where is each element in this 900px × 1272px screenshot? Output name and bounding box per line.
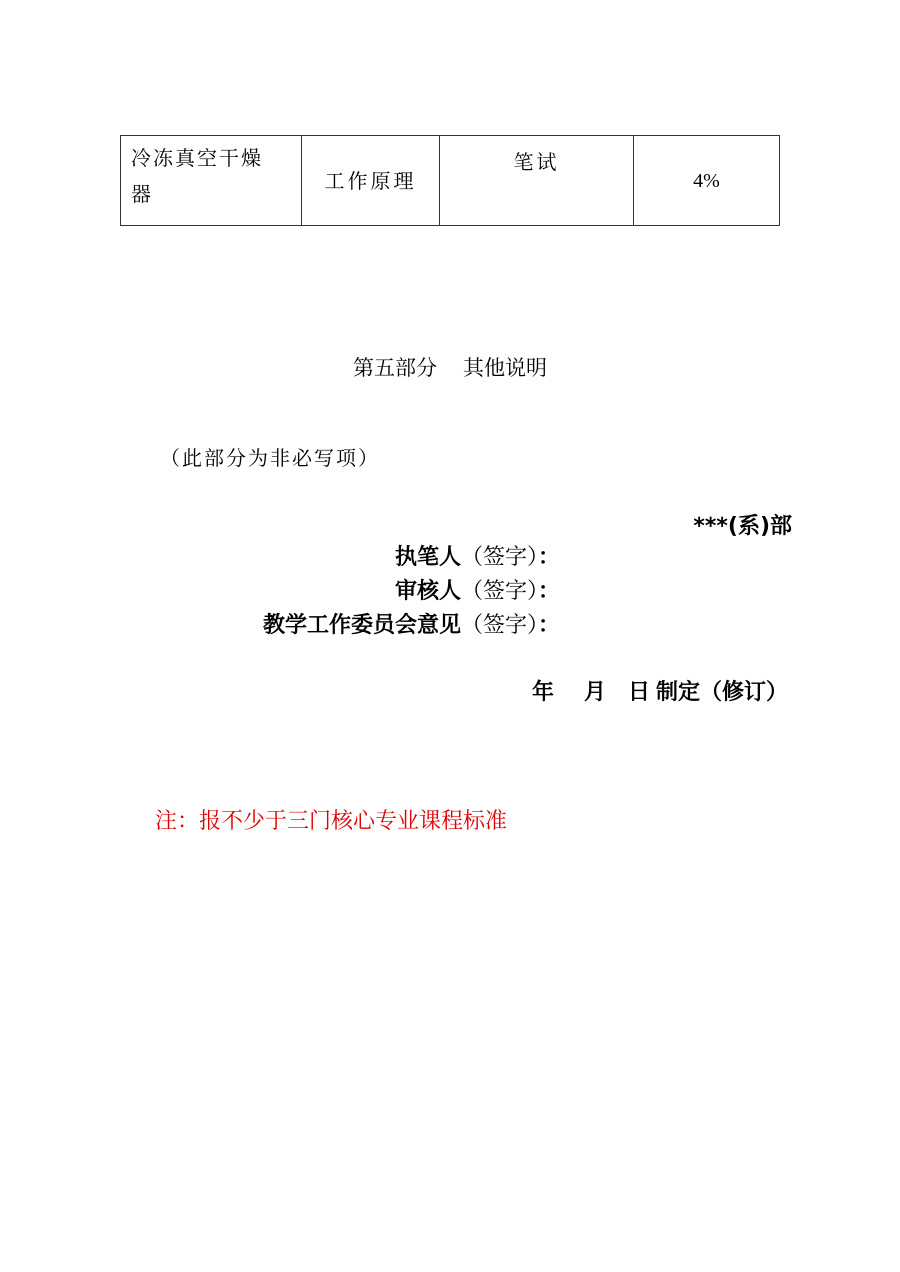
sign-paren: （签字） xyxy=(460,579,538,604)
section-part: 第五部分 xyxy=(353,356,437,380)
writer-signature-line xyxy=(395,543,560,573)
reviewer-signature-line xyxy=(395,577,560,607)
month-label: 月 xyxy=(583,680,606,705)
colon: ： xyxy=(537,579,560,604)
committee-signature-line xyxy=(263,611,560,641)
section-heading xyxy=(0,353,900,383)
weight-cell: 4% xyxy=(634,136,780,226)
department-label: ***(系)部 xyxy=(693,514,792,539)
reviewer-label: 审核人 xyxy=(394,579,461,604)
day-label: 日 xyxy=(627,680,650,705)
made-revised-label: 制定（修订） xyxy=(655,680,788,705)
course-name-line2: 器 xyxy=(131,182,153,206)
sign-paren: （签字） xyxy=(460,613,538,638)
red-footnote: 注：报不少于三门核心专业课程标准 xyxy=(155,809,508,834)
committee-label: 教学工作委员会意见 xyxy=(262,613,461,638)
date-line xyxy=(532,678,788,708)
optional-note: （此部分为非必写项） xyxy=(160,446,380,470)
course-cell xyxy=(121,136,302,226)
method-cell: 笔试 xyxy=(440,136,634,226)
topic-cell: 工作原理 xyxy=(302,136,440,226)
colon: ： xyxy=(537,613,560,638)
table-row xyxy=(121,136,780,226)
section-title: 其他说明 xyxy=(463,356,547,380)
assessment-table xyxy=(120,135,780,226)
year-label: 年 xyxy=(531,680,554,705)
colon: ： xyxy=(537,545,560,570)
writer-label: 执笔人 xyxy=(394,545,461,570)
course-name-line1: 冷冻真空干燥 xyxy=(131,146,263,170)
sign-paren: （签字） xyxy=(460,545,538,570)
